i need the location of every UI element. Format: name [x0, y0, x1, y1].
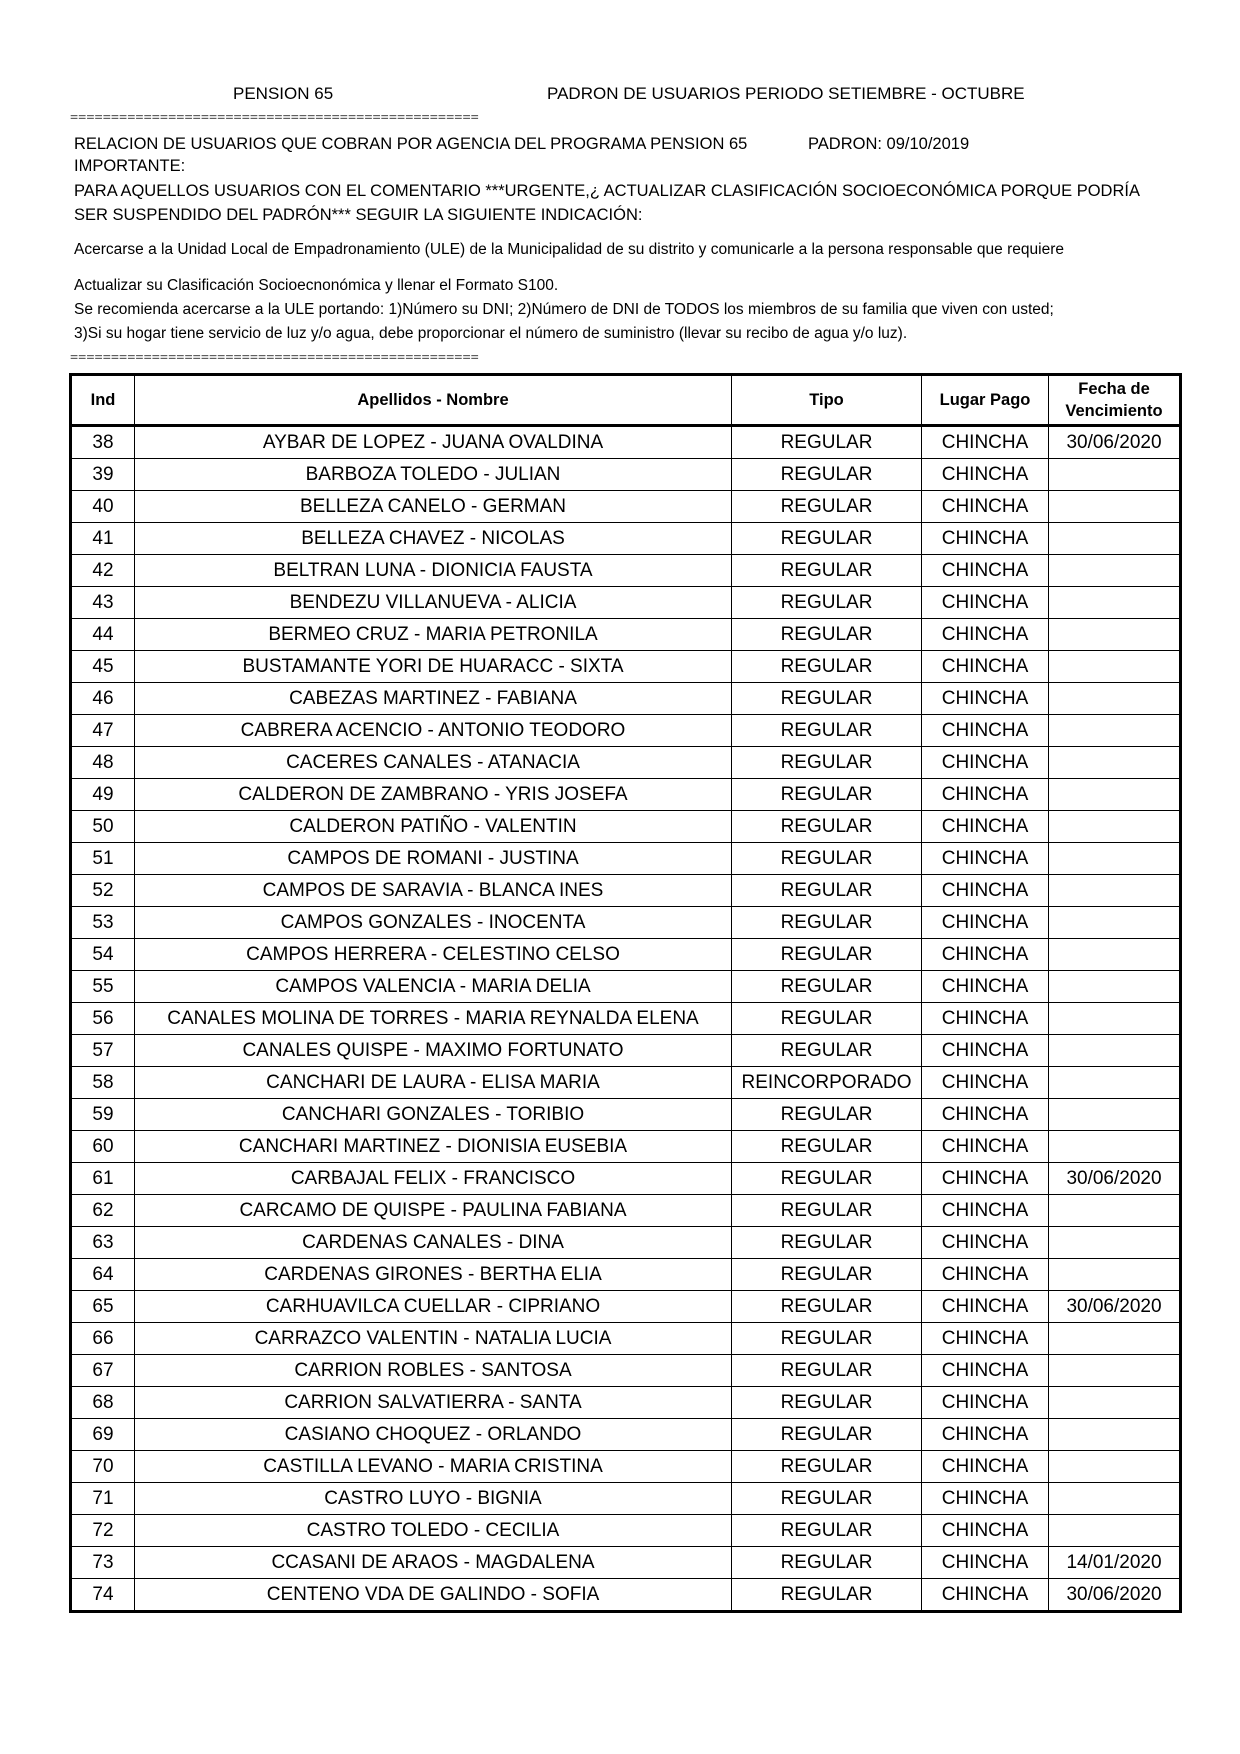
- cell-name: CACERES CANALES - ATANACIA: [135, 747, 732, 779]
- cell-lugar: CHINCHA: [922, 1579, 1049, 1612]
- cell-fecha: [1049, 1099, 1181, 1131]
- cell-name: CANCHARI DE LAURA - ELISA MARIA: [135, 1067, 732, 1099]
- table-row: [71, 1227, 1181, 1259]
- cell-name: CALDERON DE ZAMBRANO - YRIS JOSEFA: [135, 779, 732, 811]
- cell-tipo: REGULAR: [732, 1483, 922, 1515]
- cell-name: CARDENAS CANALES - DINA: [135, 1227, 732, 1259]
- cell-lugar: CHINCHA: [922, 619, 1049, 651]
- cell-lugar: CHINCHA: [922, 523, 1049, 555]
- cell-lugar: CHINCHA: [922, 555, 1049, 587]
- fecha-header-line-1: Fecha de: [1078, 380, 1150, 398]
- cell-fecha: [1049, 1355, 1181, 1387]
- instruction-2: Actualizar su Clasificación Socioecnonómica y llenar el Formato S100.: [74, 277, 559, 294]
- cell-ind: 44: [71, 619, 135, 651]
- cell-fecha: 30/06/2020: [1049, 1291, 1181, 1323]
- table-row: [71, 875, 1181, 907]
- table-row: [71, 1003, 1181, 1035]
- cell-name: BELLEZA CHAVEZ - NICOLAS: [135, 523, 732, 555]
- cell-ind: 50: [71, 811, 135, 843]
- cell-tipo: REGULAR: [732, 715, 922, 747]
- cell-tipo: REGULAR: [732, 1515, 922, 1547]
- cell-name: CABEZAS MARTINEZ - FABIANA: [135, 683, 732, 715]
- cell-tipo: REGULAR: [732, 779, 922, 811]
- cell-tipo: REGULAR: [732, 1163, 922, 1195]
- table-row: [71, 1195, 1181, 1227]
- cell-ind: 67: [71, 1355, 135, 1387]
- cell-fecha: [1049, 971, 1181, 1003]
- cell-ind: 64: [71, 1259, 135, 1291]
- col-name-header: Apellidos - Nombre: [135, 375, 732, 426]
- table-row: [71, 1451, 1181, 1483]
- cell-lugar: CHINCHA: [922, 811, 1049, 843]
- cell-lugar: CHINCHA: [922, 939, 1049, 971]
- cell-ind: 41: [71, 523, 135, 555]
- cell-tipo: REGULAR: [732, 843, 922, 875]
- table-row: [71, 1387, 1181, 1419]
- cell-lugar: CHINCHA: [922, 1483, 1049, 1515]
- cell-tipo: REGULAR: [732, 1323, 922, 1355]
- cell-ind: 56: [71, 1003, 135, 1035]
- cell-ind: 45: [71, 651, 135, 683]
- cell-fecha: [1049, 1515, 1181, 1547]
- cell-ind: 73: [71, 1547, 135, 1579]
- cell-ind: 58: [71, 1067, 135, 1099]
- table-row: [71, 939, 1181, 971]
- cell-ind: 63: [71, 1227, 135, 1259]
- cell-ind: 71: [71, 1483, 135, 1515]
- cell-fecha: 14/01/2020: [1049, 1547, 1181, 1579]
- table-row: [71, 555, 1181, 587]
- cell-tipo: REGULAR: [732, 1547, 922, 1579]
- cell-name: CAMPOS DE SARAVIA - BLANCA INES: [135, 875, 732, 907]
- col-tipo-header: Tipo: [732, 375, 922, 426]
- cell-fecha: [1049, 683, 1181, 715]
- cell-fecha: [1049, 587, 1181, 619]
- cell-lugar: CHINCHA: [922, 1259, 1049, 1291]
- table-row: [71, 651, 1181, 683]
- cell-fecha: [1049, 1387, 1181, 1419]
- program-name: PENSION 65: [233, 84, 334, 103]
- cell-lugar: CHINCHA: [922, 1099, 1049, 1131]
- fecha-header-line-2: Vencimiento: [1065, 402, 1163, 420]
- cell-tipo: REGULAR: [732, 683, 922, 715]
- cell-lugar: CHINCHA: [922, 843, 1049, 875]
- cell-ind: 40: [71, 491, 135, 523]
- cell-tipo: REGULAR: [732, 907, 922, 939]
- cell-fecha: [1049, 907, 1181, 939]
- table-row: [71, 1099, 1181, 1131]
- table-row: [71, 1259, 1181, 1291]
- cell-ind: 60: [71, 1131, 135, 1163]
- cell-fecha: 30/06/2020: [1049, 426, 1181, 459]
- cell-fecha: [1049, 779, 1181, 811]
- cell-fecha: [1049, 1227, 1181, 1259]
- cell-fecha: [1049, 875, 1181, 907]
- cell-fecha: [1049, 523, 1181, 555]
- cell-fecha: [1049, 939, 1181, 971]
- cell-ind: 49: [71, 779, 135, 811]
- instruction-1: Acercarse a la Unidad Local de Empadronamiento (ULE) de la Municipalidad de su distrito y comunicarle a la persona responsable que requiere: [74, 241, 1064, 258]
- cell-tipo: REGULAR: [732, 1131, 922, 1163]
- cell-lugar: CHINCHA: [922, 1067, 1049, 1099]
- cell-lugar: CHINCHA: [922, 651, 1049, 683]
- cell-lugar: CHINCHA: [922, 1163, 1049, 1195]
- cell-lugar: CHINCHA: [922, 683, 1049, 715]
- table-row: [71, 1579, 1181, 1612]
- cell-tipo: REGULAR: [732, 1579, 922, 1612]
- cell-tipo: REGULAR: [732, 1035, 922, 1067]
- cell-lugar: CHINCHA: [922, 1003, 1049, 1035]
- table-row: [71, 1163, 1181, 1195]
- table-row: [71, 1291, 1181, 1323]
- separator-bottom: ==================================================: [70, 351, 479, 363]
- table-row: [71, 1035, 1181, 1067]
- cell-ind: 52: [71, 875, 135, 907]
- cell-name: CASTRO TOLEDO - CECILIA: [135, 1515, 732, 1547]
- cell-tipo: REGULAR: [732, 1387, 922, 1419]
- cell-lugar: CHINCHA: [922, 1291, 1049, 1323]
- cell-name: CAMPOS HERRERA - CELESTINO CELSO: [135, 939, 732, 971]
- cell-lugar: CHINCHA: [922, 426, 1049, 459]
- cell-ind: 66: [71, 1323, 135, 1355]
- cell-name: CARHUAVILCA CUELLAR - CIPRIANO: [135, 1291, 732, 1323]
- cell-tipo: REGULAR: [732, 811, 922, 843]
- cell-tipo: REGULAR: [732, 1003, 922, 1035]
- cell-ind: 54: [71, 939, 135, 971]
- document-title: PADRON DE USUARIOS PERIODO SETIEMBRE - OCTUBRE: [547, 84, 1025, 103]
- cell-fecha: [1049, 1195, 1181, 1227]
- col-lugar-header: Lugar Pago: [922, 375, 1049, 426]
- cell-tipo: REGULAR: [732, 555, 922, 587]
- separator-top: ==================================================: [70, 111, 479, 123]
- cell-fecha: [1049, 491, 1181, 523]
- cell-ind: 62: [71, 1195, 135, 1227]
- cell-name: CANCHARI GONZALES - TORIBIO: [135, 1099, 732, 1131]
- cell-ind: 53: [71, 907, 135, 939]
- table-row: [71, 459, 1181, 491]
- table-row: [71, 843, 1181, 875]
- cell-lugar: CHINCHA: [922, 1451, 1049, 1483]
- cell-lugar: CHINCHA: [922, 587, 1049, 619]
- cell-name: CANALES QUISPE - MAXIMO FORTUNATO: [135, 1035, 732, 1067]
- cell-fecha: [1049, 1003, 1181, 1035]
- relation-text: RELACION DE USUARIOS QUE COBRAN POR AGENCIA DEL PROGRAMA PENSION 65: [74, 135, 748, 153]
- cell-fecha: [1049, 843, 1181, 875]
- cell-ind: 48: [71, 747, 135, 779]
- table-row: [71, 779, 1181, 811]
- cell-ind: 47: [71, 715, 135, 747]
- cell-fecha: [1049, 1419, 1181, 1451]
- cell-tipo: REINCORPORADO: [732, 1067, 922, 1099]
- cell-ind: 65: [71, 1291, 135, 1323]
- cell-lugar: CHINCHA: [922, 1227, 1049, 1259]
- table-row: [71, 1355, 1181, 1387]
- cell-fecha: 30/06/2020: [1049, 1579, 1181, 1612]
- cell-lugar: CHINCHA: [922, 459, 1049, 491]
- cell-name: CASTRO LUYO - BIGNIA: [135, 1483, 732, 1515]
- cell-tipo: REGULAR: [732, 875, 922, 907]
- cell-name: BELLEZA CANELO - GERMAN: [135, 491, 732, 523]
- table-row: [71, 715, 1181, 747]
- cell-name: CALDERON PATIÑO - VALENTIN: [135, 811, 732, 843]
- cell-lugar: CHINCHA: [922, 1195, 1049, 1227]
- table-row: [71, 1131, 1181, 1163]
- cell-ind: 39: [71, 459, 135, 491]
- cell-fecha: [1049, 1067, 1181, 1099]
- cell-name: CASTILLA LEVANO - MARIA CRISTINA: [135, 1451, 732, 1483]
- cell-name: CCASANI DE ARAOS - MAGDALENA: [135, 1547, 732, 1579]
- cell-fecha: [1049, 651, 1181, 683]
- cell-tipo: REGULAR: [732, 939, 922, 971]
- cell-lugar: CHINCHA: [922, 1323, 1049, 1355]
- table-row: [71, 907, 1181, 939]
- cell-name: BARBOZA TOLEDO - JULIAN: [135, 459, 732, 491]
- table-header-row: [71, 375, 1181, 426]
- cell-tipo: REGULAR: [732, 619, 922, 651]
- cell-name: BUSTAMANTE YORI DE HUARACC - SIXTA: [135, 651, 732, 683]
- cell-name: CARRAZCO VALENTIN - NATALIA LUCIA: [135, 1323, 732, 1355]
- cell-name: CAMPOS DE ROMANI - JUSTINA: [135, 843, 732, 875]
- cell-name: CABRERA ACENCIO - ANTONIO TEODORO: [135, 715, 732, 747]
- cell-lugar: CHINCHA: [922, 1131, 1049, 1163]
- cell-ind: 69: [71, 1419, 135, 1451]
- cell-name: CENTENO VDA DE GALINDO - SOFIA: [135, 1579, 732, 1612]
- cell-name: BERMEO CRUZ - MARIA PETRONILA: [135, 619, 732, 651]
- cell-lugar: CHINCHA: [922, 1355, 1049, 1387]
- cell-lugar: CHINCHA: [922, 715, 1049, 747]
- cell-lugar: CHINCHA: [922, 1387, 1049, 1419]
- cell-lugar: CHINCHA: [922, 875, 1049, 907]
- cell-fecha: [1049, 1131, 1181, 1163]
- cell-ind: 55: [71, 971, 135, 1003]
- table-row: [71, 1323, 1181, 1355]
- cell-fecha: [1049, 1035, 1181, 1067]
- padron-date: PADRON: 09/10/2019: [808, 135, 970, 153]
- table-row: [71, 683, 1181, 715]
- table-row: [71, 1067, 1181, 1099]
- cell-tipo: REGULAR: [732, 1419, 922, 1451]
- cell-fecha: [1049, 1483, 1181, 1515]
- cell-tipo: REGULAR: [732, 1259, 922, 1291]
- important-label: IMPORTANTE:: [74, 157, 186, 175]
- cell-ind: 68: [71, 1387, 135, 1419]
- table-row: [71, 426, 1181, 459]
- cell-ind: 70: [71, 1451, 135, 1483]
- cell-fecha: [1049, 1323, 1181, 1355]
- cell-name: CANALES MOLINA DE TORRES - MARIA REYNALDA ELENA: [135, 1003, 732, 1035]
- cell-lugar: CHINCHA: [922, 779, 1049, 811]
- table-row: [71, 811, 1181, 843]
- table-row: [71, 747, 1181, 779]
- cell-name: CARCAMO DE QUISPE - PAULINA FABIANA: [135, 1195, 732, 1227]
- cell-tipo: REGULAR: [732, 1291, 922, 1323]
- table-row: [71, 491, 1181, 523]
- cell-tipo: REGULAR: [732, 491, 922, 523]
- cell-ind: 61: [71, 1163, 135, 1195]
- cell-name: CARDENAS GIRONES - BERTHA ELIA: [135, 1259, 732, 1291]
- cell-fecha: [1049, 1451, 1181, 1483]
- cell-lugar: CHINCHA: [922, 747, 1049, 779]
- cell-tipo: REGULAR: [732, 1355, 922, 1387]
- cell-lugar: CHINCHA: [922, 1547, 1049, 1579]
- cell-fecha: [1049, 619, 1181, 651]
- cell-fecha: [1049, 715, 1181, 747]
- urgent-line-2: SER SUSPENDIDO DEL PADRÓN*** SEGUIR LA SIGUIENTE INDICACIÓN:: [74, 206, 643, 224]
- table-row: [71, 1547, 1181, 1579]
- cell-lugar: CHINCHA: [922, 1419, 1049, 1451]
- urgent-line-1: PARA AQUELLOS USUARIOS CON EL COMENTARIO ***URGENTE,¿ ACTUALIZAR CLASIFICACIÓN SOCIOECONÓMICA PORQUE PODRÍA: [74, 182, 1140, 200]
- cell-name: BENDEZU VILLANUEVA - ALICIA: [135, 587, 732, 619]
- cell-tipo: REGULAR: [732, 459, 922, 491]
- cell-fecha: 30/06/2020: [1049, 1163, 1181, 1195]
- cell-fecha: [1049, 555, 1181, 587]
- table-row: [71, 1515, 1181, 1547]
- cell-name: AYBAR DE LOPEZ - JUANA OVALDINA: [135, 426, 732, 459]
- cell-ind: 57: [71, 1035, 135, 1067]
- cell-fecha: [1049, 811, 1181, 843]
- cell-ind: 43: [71, 587, 135, 619]
- col-fecha-header: [1049, 375, 1181, 426]
- cell-tipo: REGULAR: [732, 747, 922, 779]
- cell-fecha: [1049, 459, 1181, 491]
- cell-ind: 46: [71, 683, 135, 715]
- cell-tipo: REGULAR: [732, 651, 922, 683]
- cell-lugar: CHINCHA: [922, 1515, 1049, 1547]
- col-ind-header: Ind: [71, 375, 135, 426]
- instruction-4: 3)Si su hogar tiene servicio de luz y/o agua, debe proporcionar el número de suministro (llevar su recibo de agua y/o luz).: [74, 325, 908, 342]
- cell-lugar: CHINCHA: [922, 491, 1049, 523]
- table-row: [71, 523, 1181, 555]
- cell-name: CARBAJAL FELIX - FRANCISCO: [135, 1163, 732, 1195]
- cell-name: CAMPOS VALENCIA - MARIA DELIA: [135, 971, 732, 1003]
- table-row: [71, 619, 1181, 651]
- cell-tipo: REGULAR: [732, 523, 922, 555]
- cell-fecha: [1049, 747, 1181, 779]
- cell-tipo: REGULAR: [732, 1099, 922, 1131]
- cell-tipo: REGULAR: [732, 426, 922, 459]
- table-row: [71, 587, 1181, 619]
- cell-name: BELTRAN LUNA - DIONICIA FAUSTA: [135, 555, 732, 587]
- cell-lugar: CHINCHA: [922, 907, 1049, 939]
- cell-ind: 72: [71, 1515, 135, 1547]
- cell-lugar: CHINCHA: [922, 1035, 1049, 1067]
- instruction-3: Se recomienda acercarse a la ULE portando: 1)Número su DNI; 2)Número de DNI de TODOS los miembros de su familia que viven con usted;: [74, 301, 1054, 318]
- table-row: [71, 1419, 1181, 1451]
- cell-tipo: REGULAR: [732, 1195, 922, 1227]
- cell-name: CASIANO CHOQUEZ - ORLANDO: [135, 1419, 732, 1451]
- cell-ind: 38: [71, 426, 135, 459]
- cell-tipo: REGULAR: [732, 587, 922, 619]
- cell-tipo: REGULAR: [732, 1227, 922, 1259]
- table-row: [71, 971, 1181, 1003]
- cell-fecha: [1049, 1259, 1181, 1291]
- cell-name: CARRION ROBLES - SANTOSA: [135, 1355, 732, 1387]
- cell-name: CANCHARI MARTINEZ - DIONISIA EUSEBIA: [135, 1131, 732, 1163]
- cell-tipo: REGULAR: [732, 971, 922, 1003]
- cell-ind: 51: [71, 843, 135, 875]
- table-row: [71, 1483, 1181, 1515]
- cell-tipo: REGULAR: [732, 1451, 922, 1483]
- cell-lugar: CHINCHA: [922, 971, 1049, 1003]
- cell-ind: 59: [71, 1099, 135, 1131]
- cell-name: CAMPOS GONZALES - INOCENTA: [135, 907, 732, 939]
- cell-name: CARRION SALVATIERRA - SANTA: [135, 1387, 732, 1419]
- cell-ind: 42: [71, 555, 135, 587]
- padron-table: [69, 373, 1182, 1613]
- cell-ind: 74: [71, 1579, 135, 1612]
